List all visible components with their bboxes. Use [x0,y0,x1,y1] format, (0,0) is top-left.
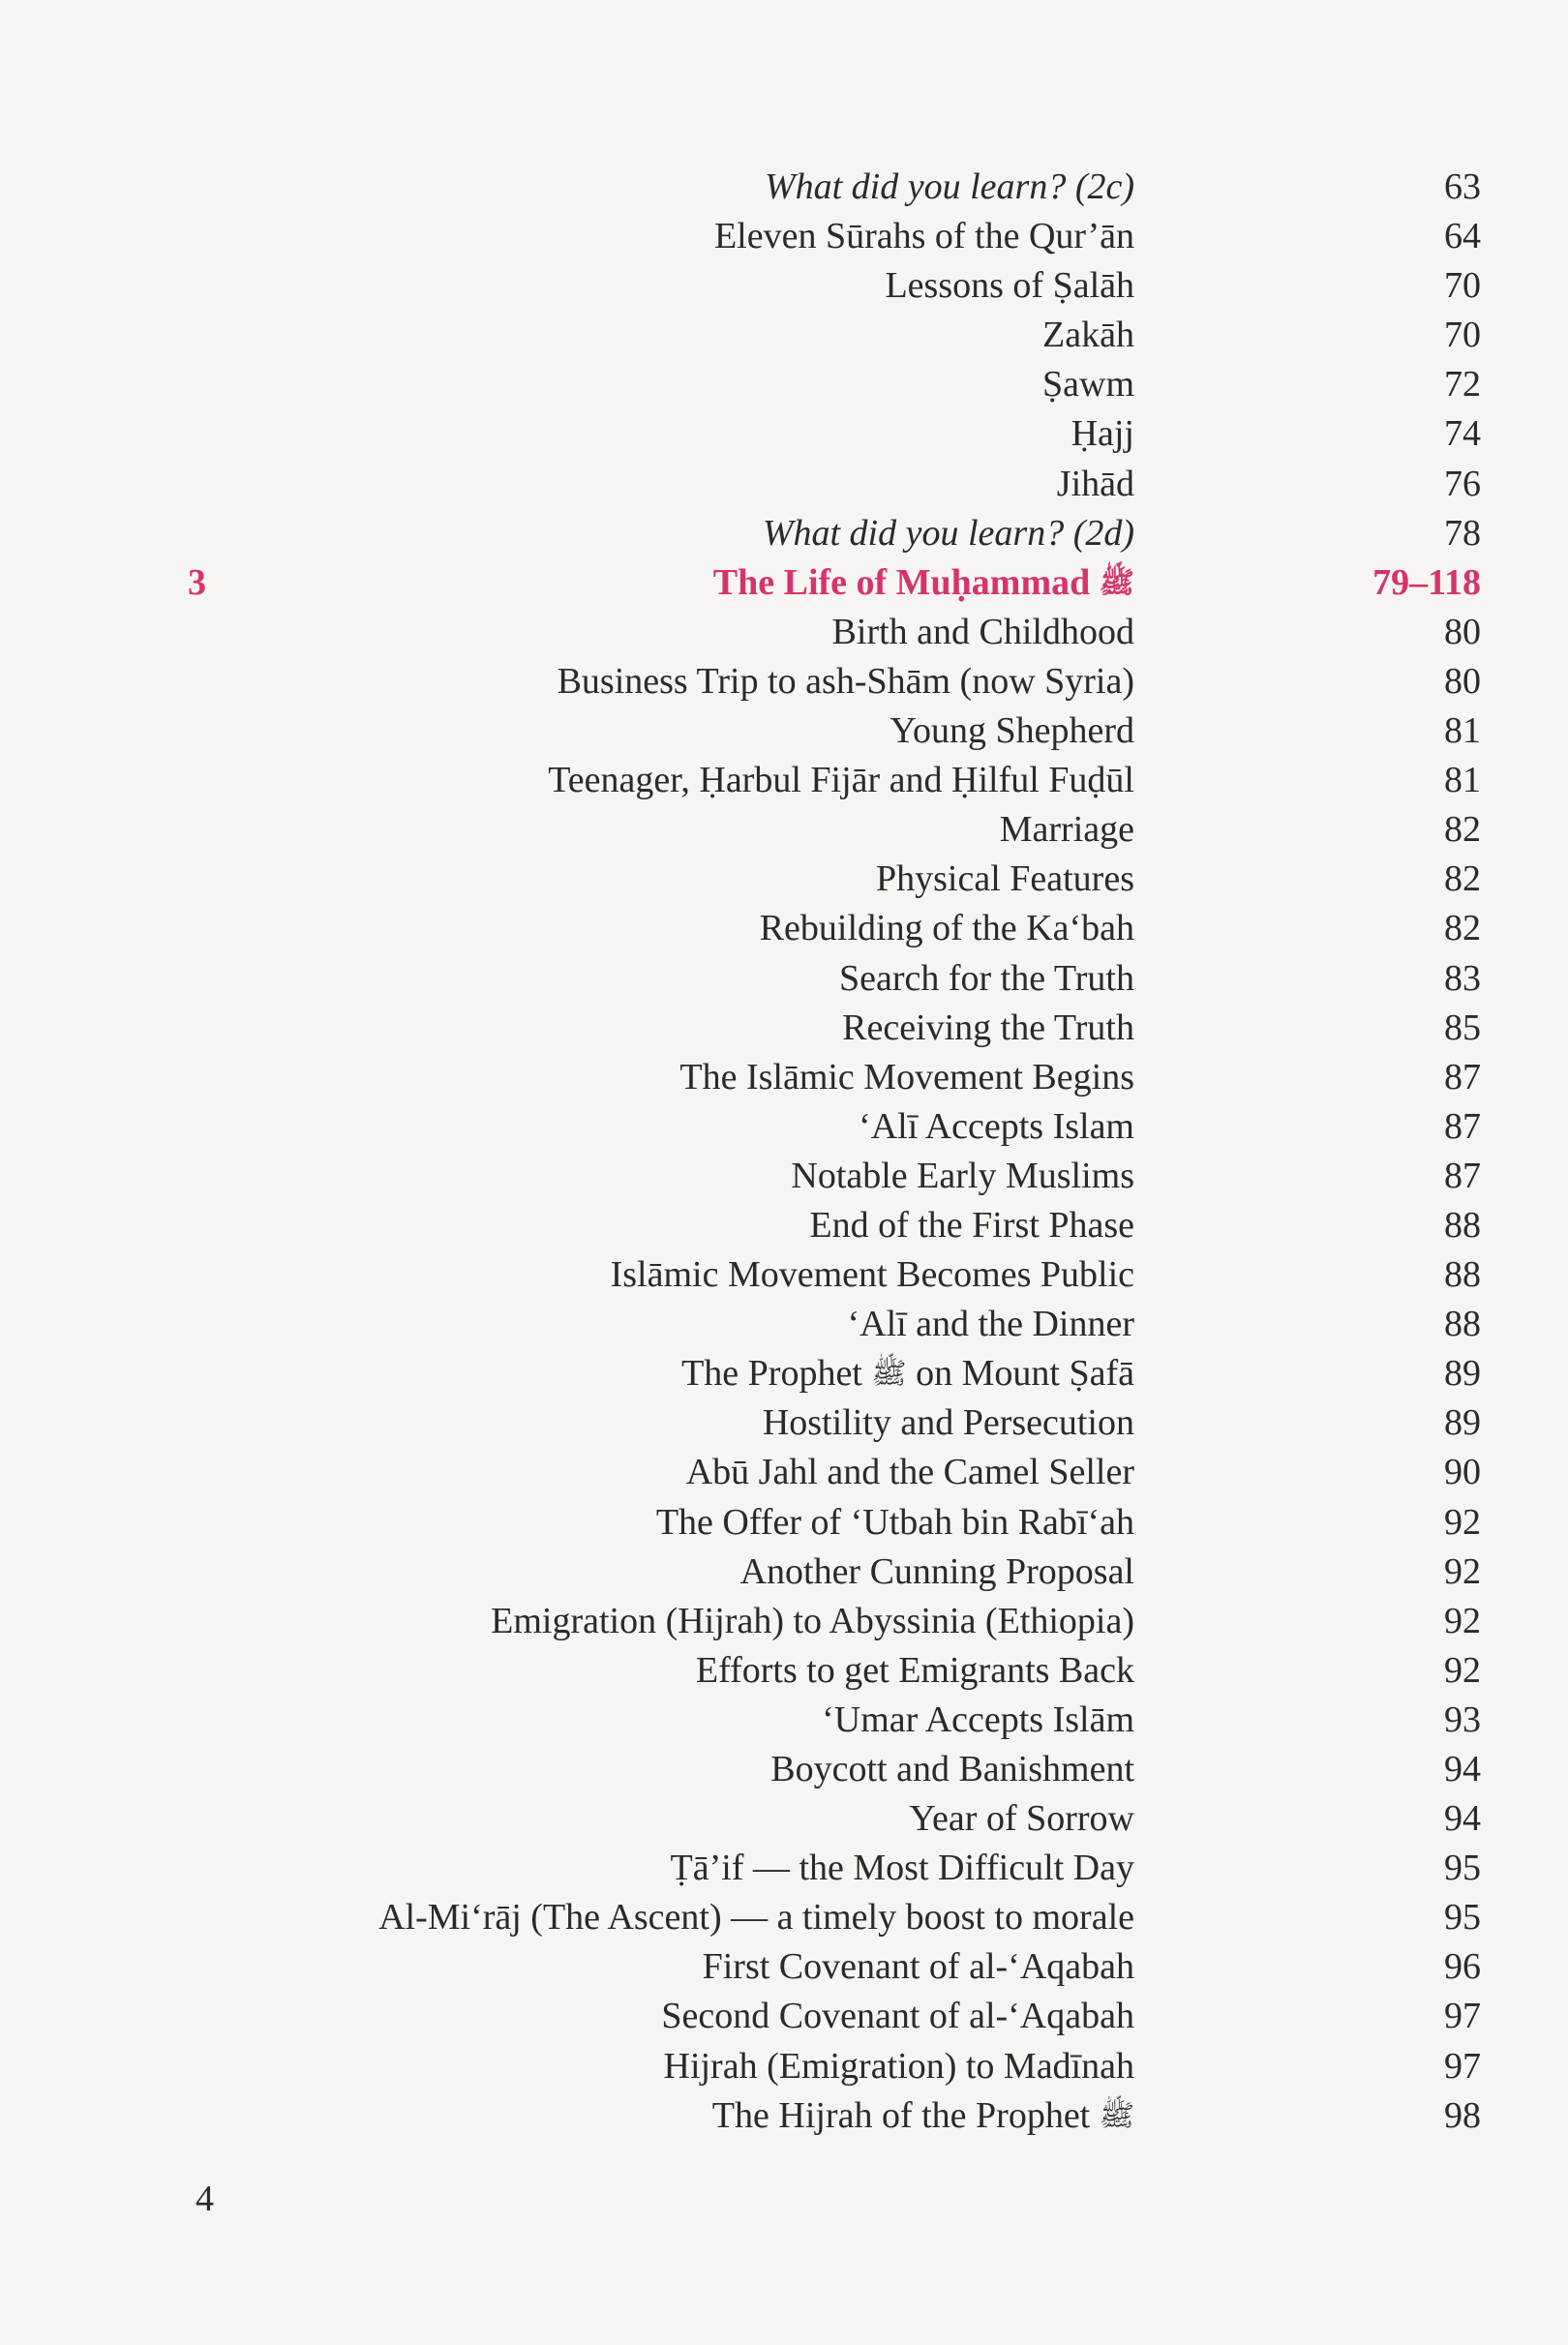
toc-page-number: 64 [1444,216,1481,257]
toc-entry-title [1042,360,1134,409]
toc-entry [0,163,1568,212]
toc-entry-title [839,954,1134,1004]
entry-title-text: Emigration (Hijrah) to Abyssinia (Ethiopia) [491,1600,1134,1641]
toc-entry [0,1893,1568,1942]
toc-page-number: 72 [1444,364,1481,406]
toc-page-number: 87 [1444,1155,1481,1196]
toc-entry-title [703,1942,1134,1992]
toc-page-number: 83 [1444,957,1481,999]
entry-title-text: ‘Alī and the Dinner [847,1304,1134,1345]
toc-entry-title [1042,311,1134,360]
entry-title-text: Second Covenant of al-‘Aqabah [661,1996,1134,2037]
toc-entry-title [809,1201,1134,1250]
toc-page-number: 87 [1444,1105,1481,1147]
toc-page-number: 96 [1444,1946,1481,1988]
toc-page-number: 76 [1444,463,1481,504]
toc-entry [0,1646,1568,1696]
toc-entry [0,608,1568,657]
toc-entry-title [656,1498,1134,1548]
entry-title-text: Efforts to get Emigrants Back [695,1649,1134,1691]
honorific-glyph: ﷺ [1099,2099,1134,2132]
toc-entry-title [842,1004,1134,1053]
toc-entry-title [611,1250,1134,1300]
toc-entry-title [890,707,1134,756]
entry-title-text: Search for the Truth [838,957,1134,999]
toc-page-number: 80 [1444,611,1481,652]
entry-title-text: End of the First Phase [809,1204,1134,1246]
page-number: 4 [196,2179,214,2219]
entry-title-text: What did you learn? (2c) [764,166,1134,207]
entry-title-text: Notable Early Muslims [791,1155,1134,1196]
toc-entry [0,707,1568,756]
entry-title-text: Ṣawm [1042,364,1134,406]
toc-entry [0,855,1568,904]
toc-entry-title [714,212,1134,261]
toc-entry-title [681,1349,1134,1398]
toc-page-number: 92 [1444,1550,1481,1592]
entry-title-text: Islāmic Movement Becomes Public [610,1254,1134,1296]
entry-title-text: Young Shepherd [890,710,1134,752]
toc-entry-title [491,1597,1134,1646]
toc-entry [0,1053,1568,1102]
toc-entry-title [671,1844,1134,1893]
entry-title-text: Rebuilding of the Ka‘bah [759,908,1134,949]
toc-entry [0,1794,1568,1844]
toc-page-number: 97 [1444,1996,1481,2037]
toc-entry [0,1300,1568,1349]
toc-page-number: 82 [1444,908,1481,949]
toc-page-number: 92 [1444,1501,1481,1543]
toc-page-number: 70 [1444,315,1481,356]
toc-entry-title [740,1548,1134,1597]
entry-title-text: Eleven Sūrahs of the Qur’ān [713,216,1134,257]
entry-title-text: Teenager, Ḥarbul Fijār and Ḥilful Fuḍūl [548,760,1134,801]
toc-page-number: 82 [1444,809,1481,851]
toc-entry-title [1071,409,1134,459]
toc-page-number: 98 [1444,2094,1481,2136]
toc-entry-title [763,509,1134,558]
toc-entry [0,360,1568,409]
entry-title-text: Another Cunning Proposal [739,1550,1134,1592]
entry-title-text: ‘Umar Accepts Islām [822,1699,1134,1740]
entry-title-text: The Offer of ‘Utbah bin Rabī‘ah [655,1501,1134,1543]
toc-entry [0,954,1568,1004]
entry-title-text: The Hijrah of the Prophet [711,2094,1091,2136]
toc-entry-title [847,1300,1134,1349]
toc-page-number: 95 [1444,1897,1481,1939]
toc-entry [0,1201,1568,1250]
toc-entry-title [791,1152,1134,1201]
toc-entry [0,311,1568,360]
chapter-number: 3 [188,561,206,603]
toc-page-number: 95 [1444,1848,1481,1889]
entry-title-text-continued: on Mount Ṣafā [916,1353,1134,1395]
toc-entry [0,1398,1568,1448]
toc-page-number: 94 [1444,1798,1481,1840]
toc-entry [0,1597,1568,1646]
entry-title-text: Hostility and Persecution [762,1402,1134,1444]
toc-entry-title [712,2091,1134,2141]
toc-entry [0,2091,1568,2141]
toc-page-number: 92 [1444,1649,1481,1691]
toc-page-number: 81 [1444,710,1481,752]
toc-entry-title [661,1992,1134,2041]
toc-entry [0,212,1568,261]
toc-entry [0,1548,1568,1597]
entry-title-text: First Covenant of al-‘Aqabah [702,1946,1134,1988]
entry-title-text: Hijrah (Emigration) to Madīnah [663,2045,1134,2087]
entry-title-text: Boycott and Banishment [770,1749,1134,1789]
toc-entry-title [664,2042,1135,2091]
toc-entry [0,2042,1568,2091]
toc-entry [0,1498,1568,1548]
toc-page-number: 92 [1444,1600,1481,1641]
toc-page-number: 90 [1444,1452,1481,1493]
toc-page-number: 79–118 [1372,561,1481,603]
toc-entry-title [760,904,1134,953]
toc-entry [0,756,1568,805]
toc-entry [0,1942,1568,1992]
toc-entry [0,657,1568,707]
entry-title-text: The Life of Muḥammad [712,561,1091,603]
toc-page-number: 80 [1444,660,1481,702]
entry-title-text: The Islāmic Movement Begins [679,1056,1134,1097]
toc-entry [0,1250,1568,1300]
toc-entry-title [765,163,1134,212]
toc-page-number: 88 [1444,1254,1481,1296]
entry-title-text: Ṭā’if — the Most Difficult Day [670,1848,1134,1889]
toc-entry-title [1057,460,1134,509]
toc-entry-title [378,1893,1134,1942]
toc-page-number: 87 [1444,1056,1481,1097]
entry-title-text: Marriage [999,809,1134,851]
toc-entry [0,1448,1568,1497]
toc-entry-title [713,558,1134,608]
toc-entry-title [832,608,1134,657]
toc-page-number: 70 [1444,265,1481,307]
toc-entry-title [909,1794,1134,1844]
toc-entry [0,1696,1568,1745]
table-of-contents [0,163,1568,2141]
toc-entry-title [859,1102,1134,1152]
toc-entry [0,1102,1568,1152]
toc-entry-title [876,855,1134,904]
toc-entry [0,460,1568,509]
toc-entry [0,1992,1568,2041]
toc-entry-title [763,1398,1134,1448]
toc-entry [0,409,1568,459]
toc-entry [0,1152,1568,1201]
entry-title-text: The Prophet [681,1353,862,1395]
toc-page-number: 63 [1444,166,1481,207]
toc-page-number: 74 [1444,413,1481,455]
entry-title-text: Jihād [1056,463,1134,504]
toc-page-number: 88 [1444,1304,1481,1345]
toc-entry [0,805,1568,855]
entry-title-text: Ḥajj [1070,413,1134,455]
toc-entry [0,261,1568,311]
toc-page-number: 81 [1444,760,1481,801]
entry-title-text: Receiving the Truth [842,1007,1134,1048]
toc-entry [0,1349,1568,1398]
toc-page-number: 89 [1444,1353,1481,1395]
toc-entry-title [696,1646,1134,1696]
toc-entry-title [686,1448,1134,1497]
honorific-glyph: ﷺ [871,1358,907,1391]
entry-title-text: Business Trip to ash-Shām (now Syria) [557,660,1134,702]
toc-entry-title [885,261,1134,311]
toc-page-number: 89 [1444,1402,1481,1444]
toc-entry-title [1000,805,1134,855]
entry-title-text: Abū Jahl and the Camel Seller [685,1452,1134,1493]
toc-entry-title [558,657,1134,707]
entry-title-text: Year of Sorrow [909,1798,1134,1840]
toc-page-number: 97 [1444,2045,1481,2087]
toc-page-number: 94 [1444,1749,1481,1789]
toc-page-number: 85 [1444,1007,1481,1048]
entry-title-text: Zakāh [1042,315,1134,356]
entry-title-text: Physical Features [875,858,1134,900]
entry-title-text: What did you learn? (2d) [762,512,1134,554]
toc-page-number: 78 [1444,512,1481,554]
toc-entry-title [770,1745,1134,1794]
toc-entry [0,1844,1568,1893]
toc-entry [0,904,1568,953]
toc-entry [0,1004,1568,1053]
entry-title-text: Birth and Childhood [831,611,1134,652]
toc-entry [0,509,1568,558]
toc-entry-title [679,1053,1134,1102]
entry-title-text: Lessons of Ṣalāh [885,265,1134,307]
toc-entry-title [548,756,1134,805]
toc-page-number: 88 [1444,1204,1481,1246]
entry-title-text: Al-Mi‘rāj (The Ascent) — a timely boost to morale [378,1897,1134,1939]
toc-page-number: 82 [1444,858,1481,900]
toc-entry-title [822,1696,1134,1745]
honorific-glyph: ﷺ [1099,566,1134,599]
toc-page-number: 93 [1444,1699,1481,1740]
entry-title-text: ‘Alī Accepts Islam [859,1105,1134,1147]
toc-chapter-heading [0,558,1568,608]
toc-entry [0,1745,1568,1794]
